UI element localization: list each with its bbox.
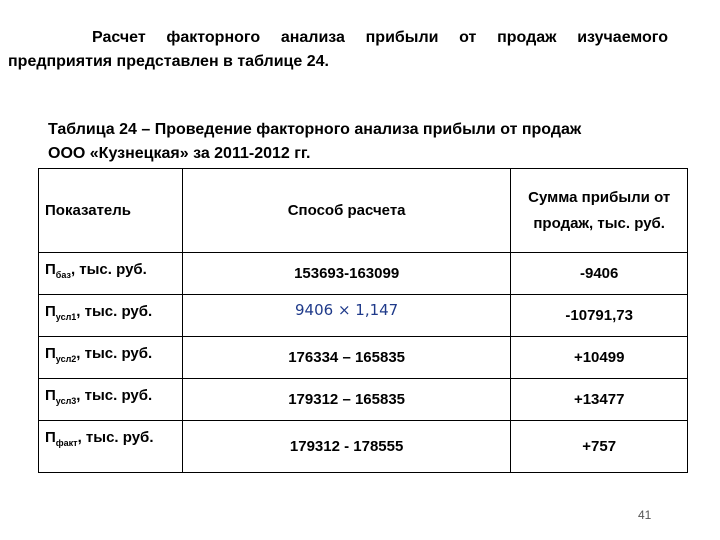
row-indicator: $П_{факт}$, тыс. руб. [39,421,183,473]
row-method-formula [182,295,511,337]
row-sum: +757 [511,421,688,473]
row-indicator: $П_{усл1}$, тыс. руб. [39,295,183,337]
row-method: 179312 - 178555 [182,421,511,473]
header-sum: Сумма прибыли от продаж, тыс. руб. [511,169,688,253]
row-method: 176334 – 165835 [182,337,511,379]
caption-line-2: ООО «Кузнецкая» за 2011-2012 гг. [48,145,311,162]
table-caption [48,118,688,166]
row-method: 153693-163099 [182,253,511,295]
header-indicator: Показатель [39,169,183,253]
row-indicator: $П_{усл2}$, тыс. руб. [39,337,183,379]
intro-paragraph [8,26,668,74]
formula-image: 9406 × 1,147 [295,300,399,319]
row-method: 179312 – 165835 [182,379,511,421]
table-row [39,379,688,421]
intro-line-1: Расчет факторного анализа прибыли от продаж изучаемого [92,29,668,46]
factor-analysis-table [38,168,688,473]
table-row [39,337,688,379]
table-header-row [39,169,688,253]
page-number: 41 [638,508,652,522]
header-method: Способ расчета [182,169,511,253]
row-sum: -10791,73 [511,295,688,337]
row-indicator: $П_{усл3}$, тыс. руб. [39,379,183,421]
row-indicator: $П_{баз}$, тыс. руб. [39,253,183,295]
table-row [39,253,688,295]
row-sum: +13477 [511,379,688,421]
row-sum: +10499 [511,337,688,379]
row-sum: -9406 [511,253,688,295]
table-row [39,295,688,337]
intro-line-2: предприятия представлен в таблице 24. [8,53,329,70]
table-row [39,421,688,473]
caption-line-1: Таблица 24 – Проведение факторного анализа прибыли от продаж [48,121,582,138]
